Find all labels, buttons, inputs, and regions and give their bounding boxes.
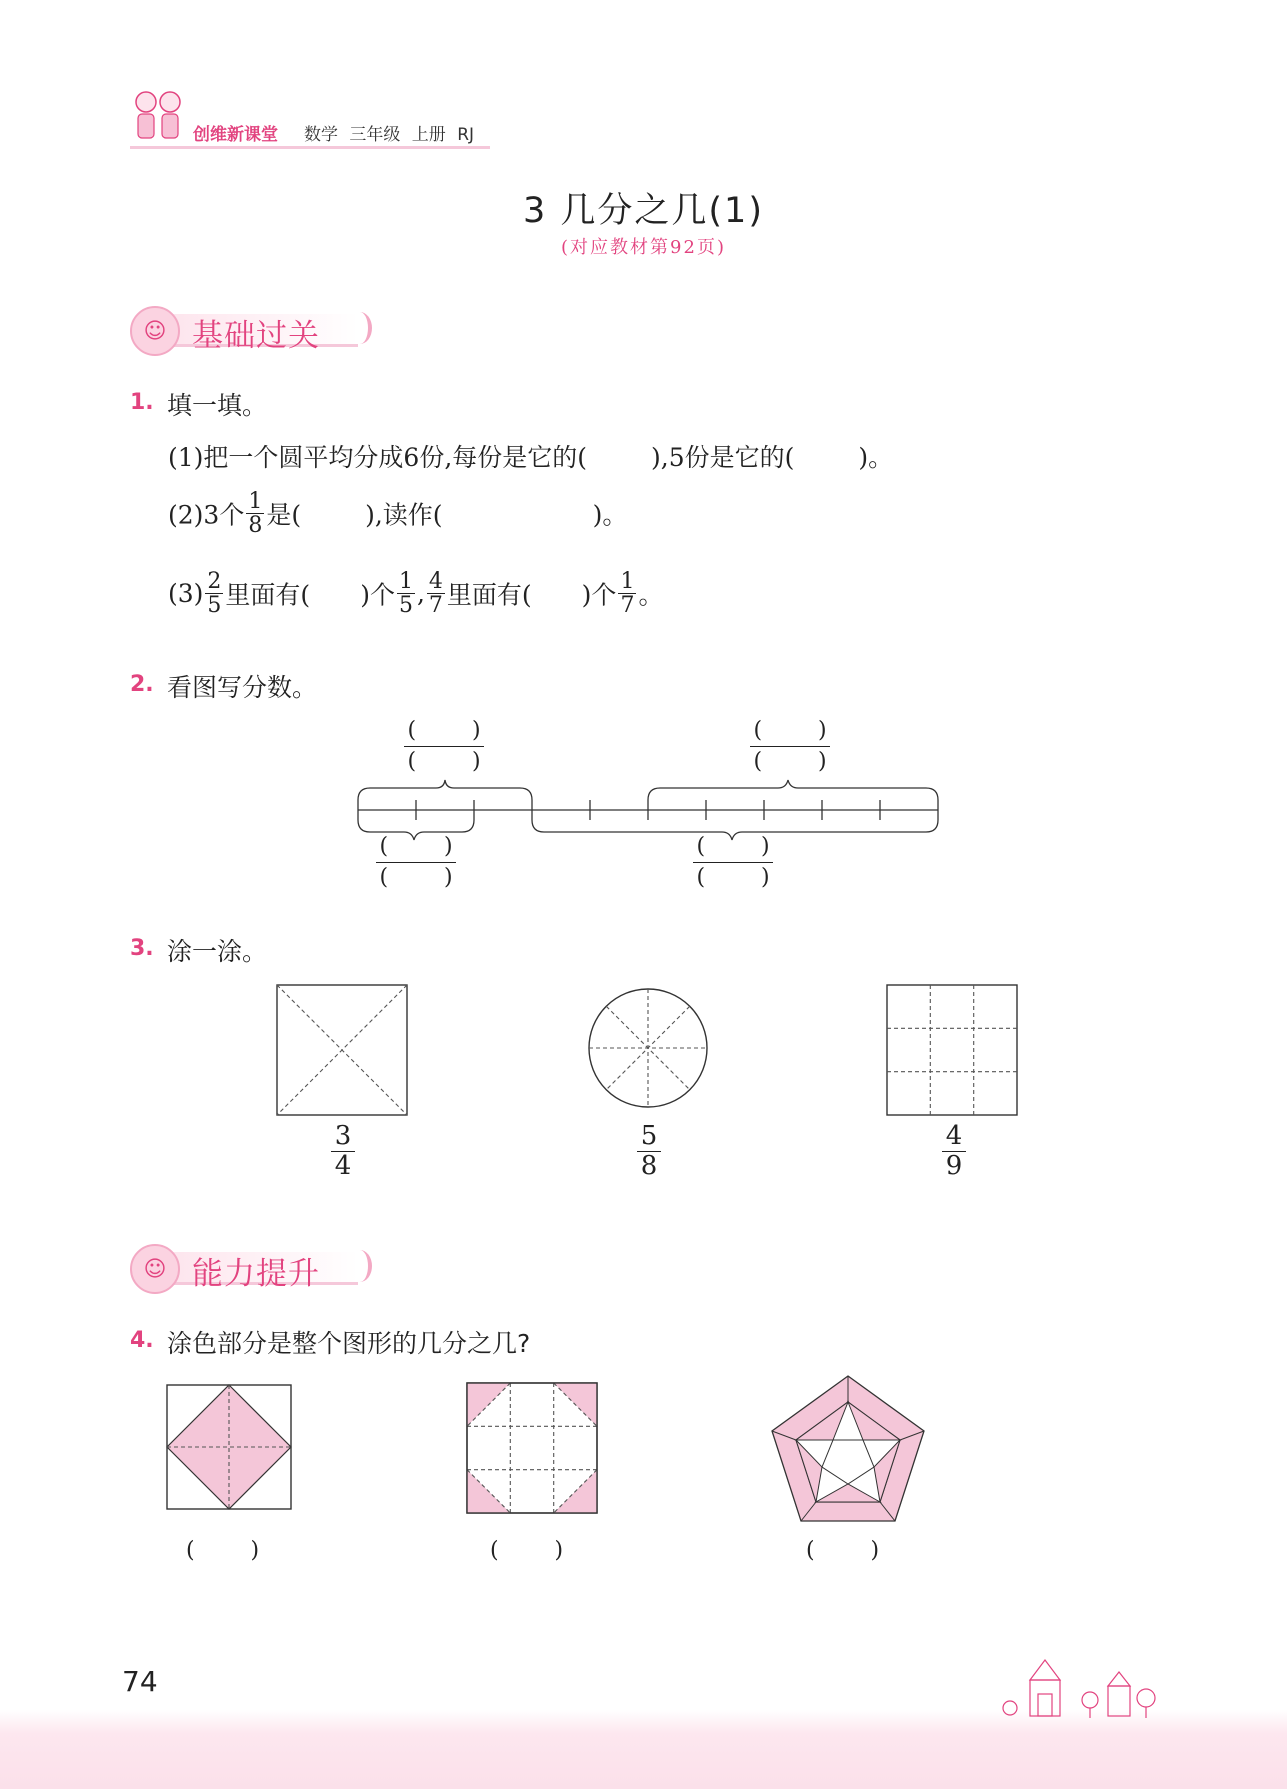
- shape-square-diagonals: [276, 984, 410, 1116]
- answer-blank-fraction-bottom-left: ( ) ( ): [376, 832, 456, 892]
- question-text-1: 填一填。: [167, 391, 268, 420]
- q1-line-2: (2)3个 $\frac{1}{8}$ 是( ),读作( )。: [168, 489, 628, 539]
- question-number-1: 1.: [130, 390, 154, 415]
- question-number-3: 3.: [130, 936, 154, 961]
- brand-name: 创维新课堂: [193, 125, 278, 145]
- shade-fraction-label-3: $\frac{4}{9}$: [942, 1122, 966, 1180]
- shape-circle-eighths: [588, 988, 712, 1112]
- fraction-1-8: $\frac{1}{8}$: [248, 489, 263, 539]
- question-text-4: 涂色部分是整个图形的几分之几?: [167, 1329, 531, 1358]
- shade-fraction-label-1: $\frac{3}{4}$: [331, 1122, 355, 1180]
- question-number-2: 2.: [130, 672, 154, 697]
- question-number-4: 4.: [130, 1328, 154, 1353]
- footer-band: [0, 1710, 1287, 1789]
- section-title-advanced: 能力提升: [192, 1256, 320, 1292]
- q1-line-1: (1)把一个圆平均分成6份,每份是它的( ),5份是它的( )。: [168, 443, 894, 472]
- q1-line-3: (3) $\frac{2}{5}$ 里面有( )个 $\frac{1}{5}$ , $\frac{4}{7}$ 里面有( )个 $\frac{1}{7}$ 。: [168, 569, 664, 619]
- fraction-1-7: $\frac{1}{7}$: [620, 569, 635, 619]
- fraction-1-5: $\frac{1}{5}$: [398, 569, 413, 619]
- book-info: 数学 三年级 上册 RJ: [304, 125, 475, 145]
- cat-icon: ☺: [130, 306, 180, 356]
- shape-diamond-in-square: [166, 1384, 294, 1512]
- shape-grid-nine: [886, 984, 1020, 1116]
- question-text-2: 看图写分数。: [167, 673, 318, 702]
- page-number: 74: [122, 1665, 158, 1698]
- answer-blank-q4-3: ( ): [806, 1538, 880, 1563]
- fraction-4-7: $\frac{4}{7}$: [428, 569, 443, 619]
- shade-fraction-label-2: $\frac{5}{8}$: [637, 1122, 661, 1180]
- answer-blank-q4-2: ( ): [490, 1538, 564, 1563]
- question-text-3: 涂一涂。: [167, 937, 268, 966]
- section-title-basic: 基础过关: [192, 318, 320, 354]
- shape-pentagon-nested: [770, 1374, 930, 1526]
- answer-blank-q4-1: ( ): [186, 1538, 260, 1563]
- textbook-reference: (对应教材第92页): [561, 237, 726, 258]
- answer-blank-fraction-top-left: ( ) ( ): [404, 716, 484, 776]
- page-title: 3 几分之几(1): [523, 191, 764, 231]
- answer-blank-fraction-top-right: ( ) ( ): [750, 716, 830, 776]
- monkey-icon: ☺: [130, 1244, 180, 1294]
- section-banner-advanced: [130, 1236, 375, 1294]
- fraction-2-5: $\frac{2}{5}$: [207, 569, 222, 619]
- shape-grid-corners: [466, 1382, 600, 1514]
- answer-blank-fraction-bottom-right: ( ) ( ): [693, 832, 773, 892]
- castle-decoration-icon: [990, 1650, 1170, 1720]
